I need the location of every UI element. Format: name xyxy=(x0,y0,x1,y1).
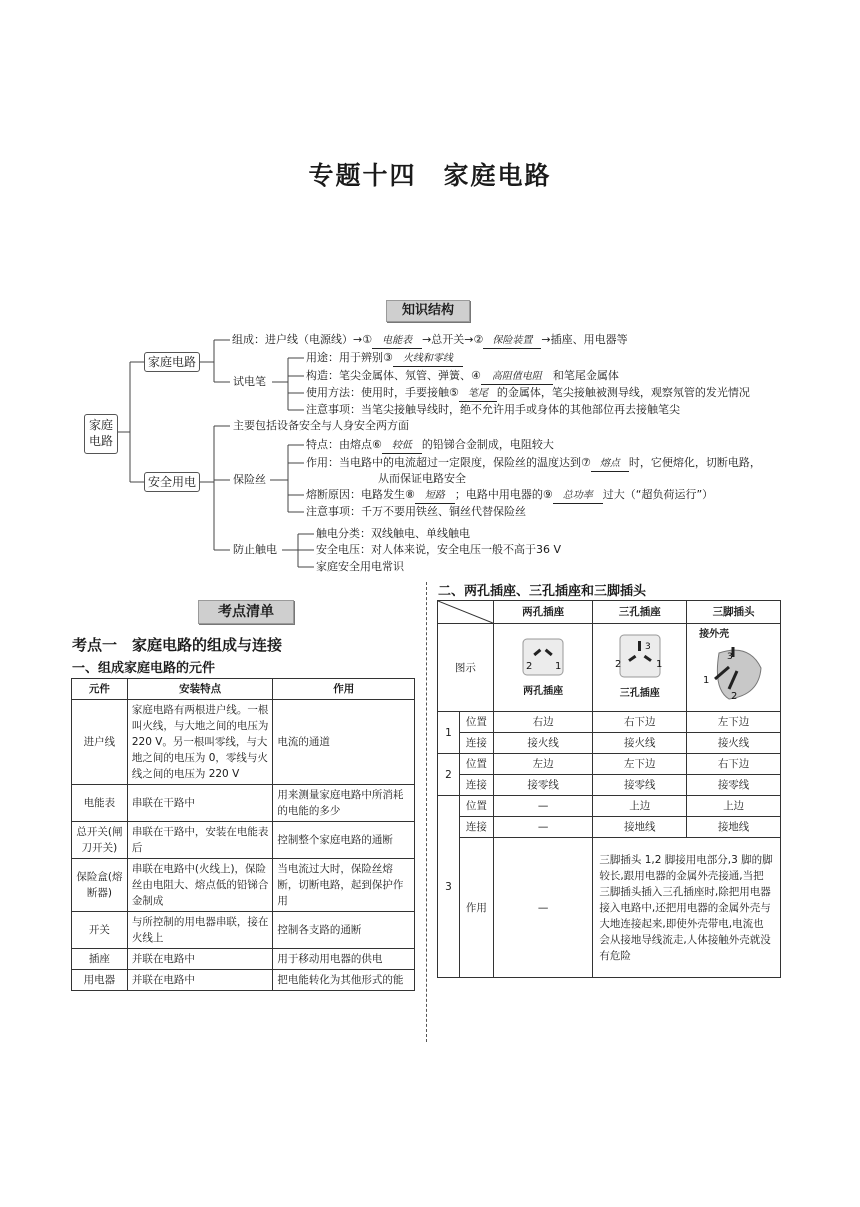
row-label-connection: 连接 xyxy=(459,775,493,796)
cell-value: 接零线 xyxy=(687,775,781,796)
plug-pin-3-label: 3 xyxy=(726,652,733,662)
component-feature: 并联在电路中 xyxy=(127,949,273,970)
cell-value: 接火线 xyxy=(493,733,593,754)
component-role: 控制整个家庭电路的通断 xyxy=(273,822,415,859)
cell-value: 接火线 xyxy=(687,733,781,754)
answer-blank-7: 熔点 xyxy=(591,457,629,472)
tester-structure-line xyxy=(306,369,619,385)
answer-blank-3: 火线和零线 xyxy=(393,352,463,367)
answer-blank-1: 电能表 xyxy=(372,334,422,349)
fuse-feature-line xyxy=(306,438,554,454)
component-name: 插座 xyxy=(72,949,128,970)
plug-function-description: 三脚插头 1,2 脚接用电部分,3 脚的脚较长,跟用电器的金属外壳接通,当把三脚插头插入三孔插座时,除把用电器接入电路中,还把用电器的金属外壳与大地连接起来,即使外壳带电,电流也会从接地导线流走,人体接触外壳就没有危险 xyxy=(593,838,781,978)
table-row xyxy=(438,838,781,978)
two-hole-socket-figure xyxy=(493,624,593,712)
socket-hole-3-label: 3 xyxy=(644,642,651,652)
cell-value: 接地线 xyxy=(687,817,781,838)
table-row xyxy=(72,912,415,949)
header-component: 元件 xyxy=(72,679,128,700)
table-row xyxy=(72,970,415,991)
cell-value: 接地线 xyxy=(593,817,687,838)
composition-text-1: 组成：进户线（电源线）→① xyxy=(232,333,373,346)
cell-value: 上边 xyxy=(687,796,781,817)
plug-pin-1-label: 1 xyxy=(702,675,709,686)
two-hole-socket-caption: 两孔插座 xyxy=(523,686,564,697)
fuse-feature-text-1: 特点：由熔点⑥ xyxy=(306,438,382,451)
safety-summary: 主要包括设备安全与人身安全两方面 xyxy=(233,419,409,432)
component-role: 控制各支路的通断 xyxy=(273,912,415,949)
component-role: 用来测量家庭电路中所消耗的电能的多少 xyxy=(273,785,415,822)
row-label-position: 位置 xyxy=(459,712,493,733)
composition-line xyxy=(232,333,628,349)
shock-common-line: 家庭安全用电常识 xyxy=(316,560,404,573)
answer-blank-2: 保险装置 xyxy=(483,334,541,349)
sockets-header-row xyxy=(438,601,781,624)
row-label-connection: 连接 xyxy=(459,817,493,838)
answer-blank-8: 短路 xyxy=(415,489,455,504)
mindmap-household-node: 家庭电路 xyxy=(144,352,200,372)
cell-value: — xyxy=(493,817,593,838)
components-header-row xyxy=(72,679,415,700)
row-label-position: 位置 xyxy=(459,796,493,817)
component-feature: 串联在干路中，安装在电能表后 xyxy=(127,822,273,859)
knowledge-structure-banner: 知识结构 xyxy=(386,300,470,322)
composition-text-3: →插座、用电器等 xyxy=(541,333,628,346)
table-row xyxy=(438,796,781,817)
tester-use-line xyxy=(306,351,463,367)
table-row xyxy=(72,785,415,822)
cell-value: 右下边 xyxy=(687,754,781,775)
three-hole-socket-figure xyxy=(593,624,687,712)
shock-voltage-line: 安全电压：对人体来说，安全电压一般不高于36 V xyxy=(316,543,562,556)
header-three-pin-plug: 三脚插头 xyxy=(687,601,781,624)
row-label-position: 位置 xyxy=(459,754,493,775)
component-name: 总开关(闸刀开关) xyxy=(72,822,128,859)
component-role: 当电流过大时，保险丝熔断，切断电路，起到保护作用 xyxy=(273,859,415,912)
mindmap-safety-node: 安全用电 xyxy=(144,472,200,492)
fuse-feature-text-2: 的铅锑合金制成，电阻较大 xyxy=(421,438,554,451)
components-table xyxy=(71,678,415,991)
header-feature: 安装特点 xyxy=(127,679,273,700)
table-row xyxy=(72,822,415,859)
component-feature: 串联在干路中 xyxy=(127,785,273,822)
two-hole-socket-image xyxy=(518,635,568,679)
shock-label: 防止触电 xyxy=(233,543,277,556)
three-hole-socket-image xyxy=(612,633,668,681)
answer-blank-6: 较低 xyxy=(382,439,422,454)
checklist-banner: 考点清单 xyxy=(198,600,294,624)
component-name: 开关 xyxy=(72,912,128,949)
fuse-cause-text-2: ；电路中用电器的⑨ xyxy=(454,488,553,501)
fuse-function-text-2: 时，它便熔化，切断电路， xyxy=(628,456,761,469)
table-row xyxy=(72,949,415,970)
component-name: 保险盒(熔断器) xyxy=(72,859,128,912)
three-hole-socket-caption: 三孔插座 xyxy=(619,688,660,699)
answer-blank-9: 总功率 xyxy=(553,489,603,504)
cell-value: — xyxy=(493,838,593,978)
fuse-note-line: 注意事项：千万不要用铁丝、铜丝代替保险丝 xyxy=(306,505,526,518)
cell-value: 上边 xyxy=(593,796,687,817)
table-row xyxy=(438,733,781,754)
component-feature: 与所控制的用电器串联，接在火线上 xyxy=(127,912,273,949)
row-label-connection: 连接 xyxy=(459,733,493,754)
cell-value: — xyxy=(493,796,593,817)
sockets-table xyxy=(437,600,781,978)
group-number: 3 xyxy=(438,796,460,978)
header-two-hole-socket: 两孔插座 xyxy=(493,601,593,624)
component-role: 电流的通道 xyxy=(273,700,415,785)
component-role: 把电能转化为其他形式的能 xyxy=(273,970,415,991)
mindmap-root-node: 家庭 电路 xyxy=(84,414,118,454)
component-name: 用电器 xyxy=(72,970,128,991)
tester-note-line: 注意事项：当笔尖接触导线时，绝不允许用手或身体的其他部位再去接触笔尖 xyxy=(306,403,680,416)
section2-title: 二、两孔插座、三孔插座和三脚插头 xyxy=(438,584,647,599)
cell-value: 接零线 xyxy=(593,775,687,796)
cell-value: 接火线 xyxy=(593,733,687,754)
fuse-function-line xyxy=(306,456,761,472)
cell-value: 左下边 xyxy=(687,712,781,733)
component-feature: 串联在电路中(火线上)，保险丝由电阻大、熔点低的铅锑合金制成 xyxy=(127,859,273,912)
answer-blank-5: 笔尾 xyxy=(459,387,497,402)
cell-value: 右下边 xyxy=(593,712,687,733)
fuse-cause-text-3: 过大（“超负荷运行”） xyxy=(602,488,714,501)
table-row xyxy=(438,754,781,775)
three-pin-plug-figure xyxy=(687,624,781,712)
plug-pin-2-label: 2 xyxy=(730,691,737,702)
group-number: 1 xyxy=(438,712,460,754)
tester-structure-text-2: 和笔尾金属体 xyxy=(552,369,619,382)
cell-value: 接零线 xyxy=(493,775,593,796)
table-row xyxy=(72,700,415,785)
cell-value: 左下边 xyxy=(593,754,687,775)
tester-method-text-2: 的金属体，笔尖接触被测导线，观察氖管的发光情况 xyxy=(496,386,750,399)
answer-blank-4: 高阻值电阻 xyxy=(481,370,553,385)
component-feature: 家庭电路有两根进户线。一根叫火线，与大地之间的电压为 220 V。另一根叫零线，与大地之间的电压为 0，零线与火线之间的电压为 220 V xyxy=(127,700,273,785)
header-three-hole-socket: 三孔插座 xyxy=(593,601,687,624)
plug-ground-caption: 接外壳 xyxy=(699,629,730,640)
tester-structure-text-1: 构造：笔尖金属体、氖管、弹簧、④ xyxy=(306,369,481,382)
diagonal-header-cell xyxy=(438,601,494,624)
point1-title: 考点一 家庭电路的组成与连接 xyxy=(72,636,283,654)
row-label-function: 作用 xyxy=(459,838,493,978)
component-name: 进户线 xyxy=(72,700,128,785)
table-row xyxy=(438,712,781,733)
table-row xyxy=(438,817,781,838)
fuse-function-text-1: 作用：当电路中的电流超过一定限度，保险丝的温度达到⑦ xyxy=(306,456,591,469)
component-feature: 并联在电路中 xyxy=(127,970,273,991)
page-title: 专题十四 家庭电路 xyxy=(308,161,552,190)
section1-title: 一、组成家庭电路的元件 xyxy=(72,661,216,676)
cell-value: 左边 xyxy=(493,754,593,775)
tester-label: 试电笔 xyxy=(233,375,266,388)
tester-method-text-1: 使用方法：使用时，手要接触⑤ xyxy=(306,386,459,399)
fuse-function-line2: 从而保证电路安全 xyxy=(378,472,466,485)
component-role: 用于移动用电器的供电 xyxy=(273,949,415,970)
table-row xyxy=(72,859,415,912)
socket-hole-2-label: 2 xyxy=(614,659,622,670)
composition-text-2: →总开关→② xyxy=(422,333,484,346)
header-role: 作用 xyxy=(273,679,415,700)
socket-hole-1-label: 1 xyxy=(655,659,663,670)
fuse-cause-text-1: 熔断原因：电路发生⑧ xyxy=(306,488,415,501)
component-name: 电能表 xyxy=(72,785,128,822)
shock-types-line: 触电分类：双线触电、单线触电 xyxy=(316,527,470,540)
fuse-cause-line xyxy=(306,488,713,504)
figure-row-label: 图示 xyxy=(438,624,494,712)
tester-method-line xyxy=(306,386,750,402)
diagonal-line xyxy=(438,601,493,623)
socket-hole-2-label: 2 xyxy=(526,661,533,672)
table-row xyxy=(438,775,781,796)
socket-hole-1-label: 1 xyxy=(555,661,562,672)
three-pin-plug-image xyxy=(699,643,769,703)
column-divider xyxy=(426,582,427,1042)
cell-value: 右边 xyxy=(493,712,593,733)
tester-use-text: 用途：用于辨别③ xyxy=(306,351,393,364)
fuse-label: 保险丝 xyxy=(233,473,266,486)
group-number: 2 xyxy=(438,754,460,796)
figure-row xyxy=(438,624,781,712)
